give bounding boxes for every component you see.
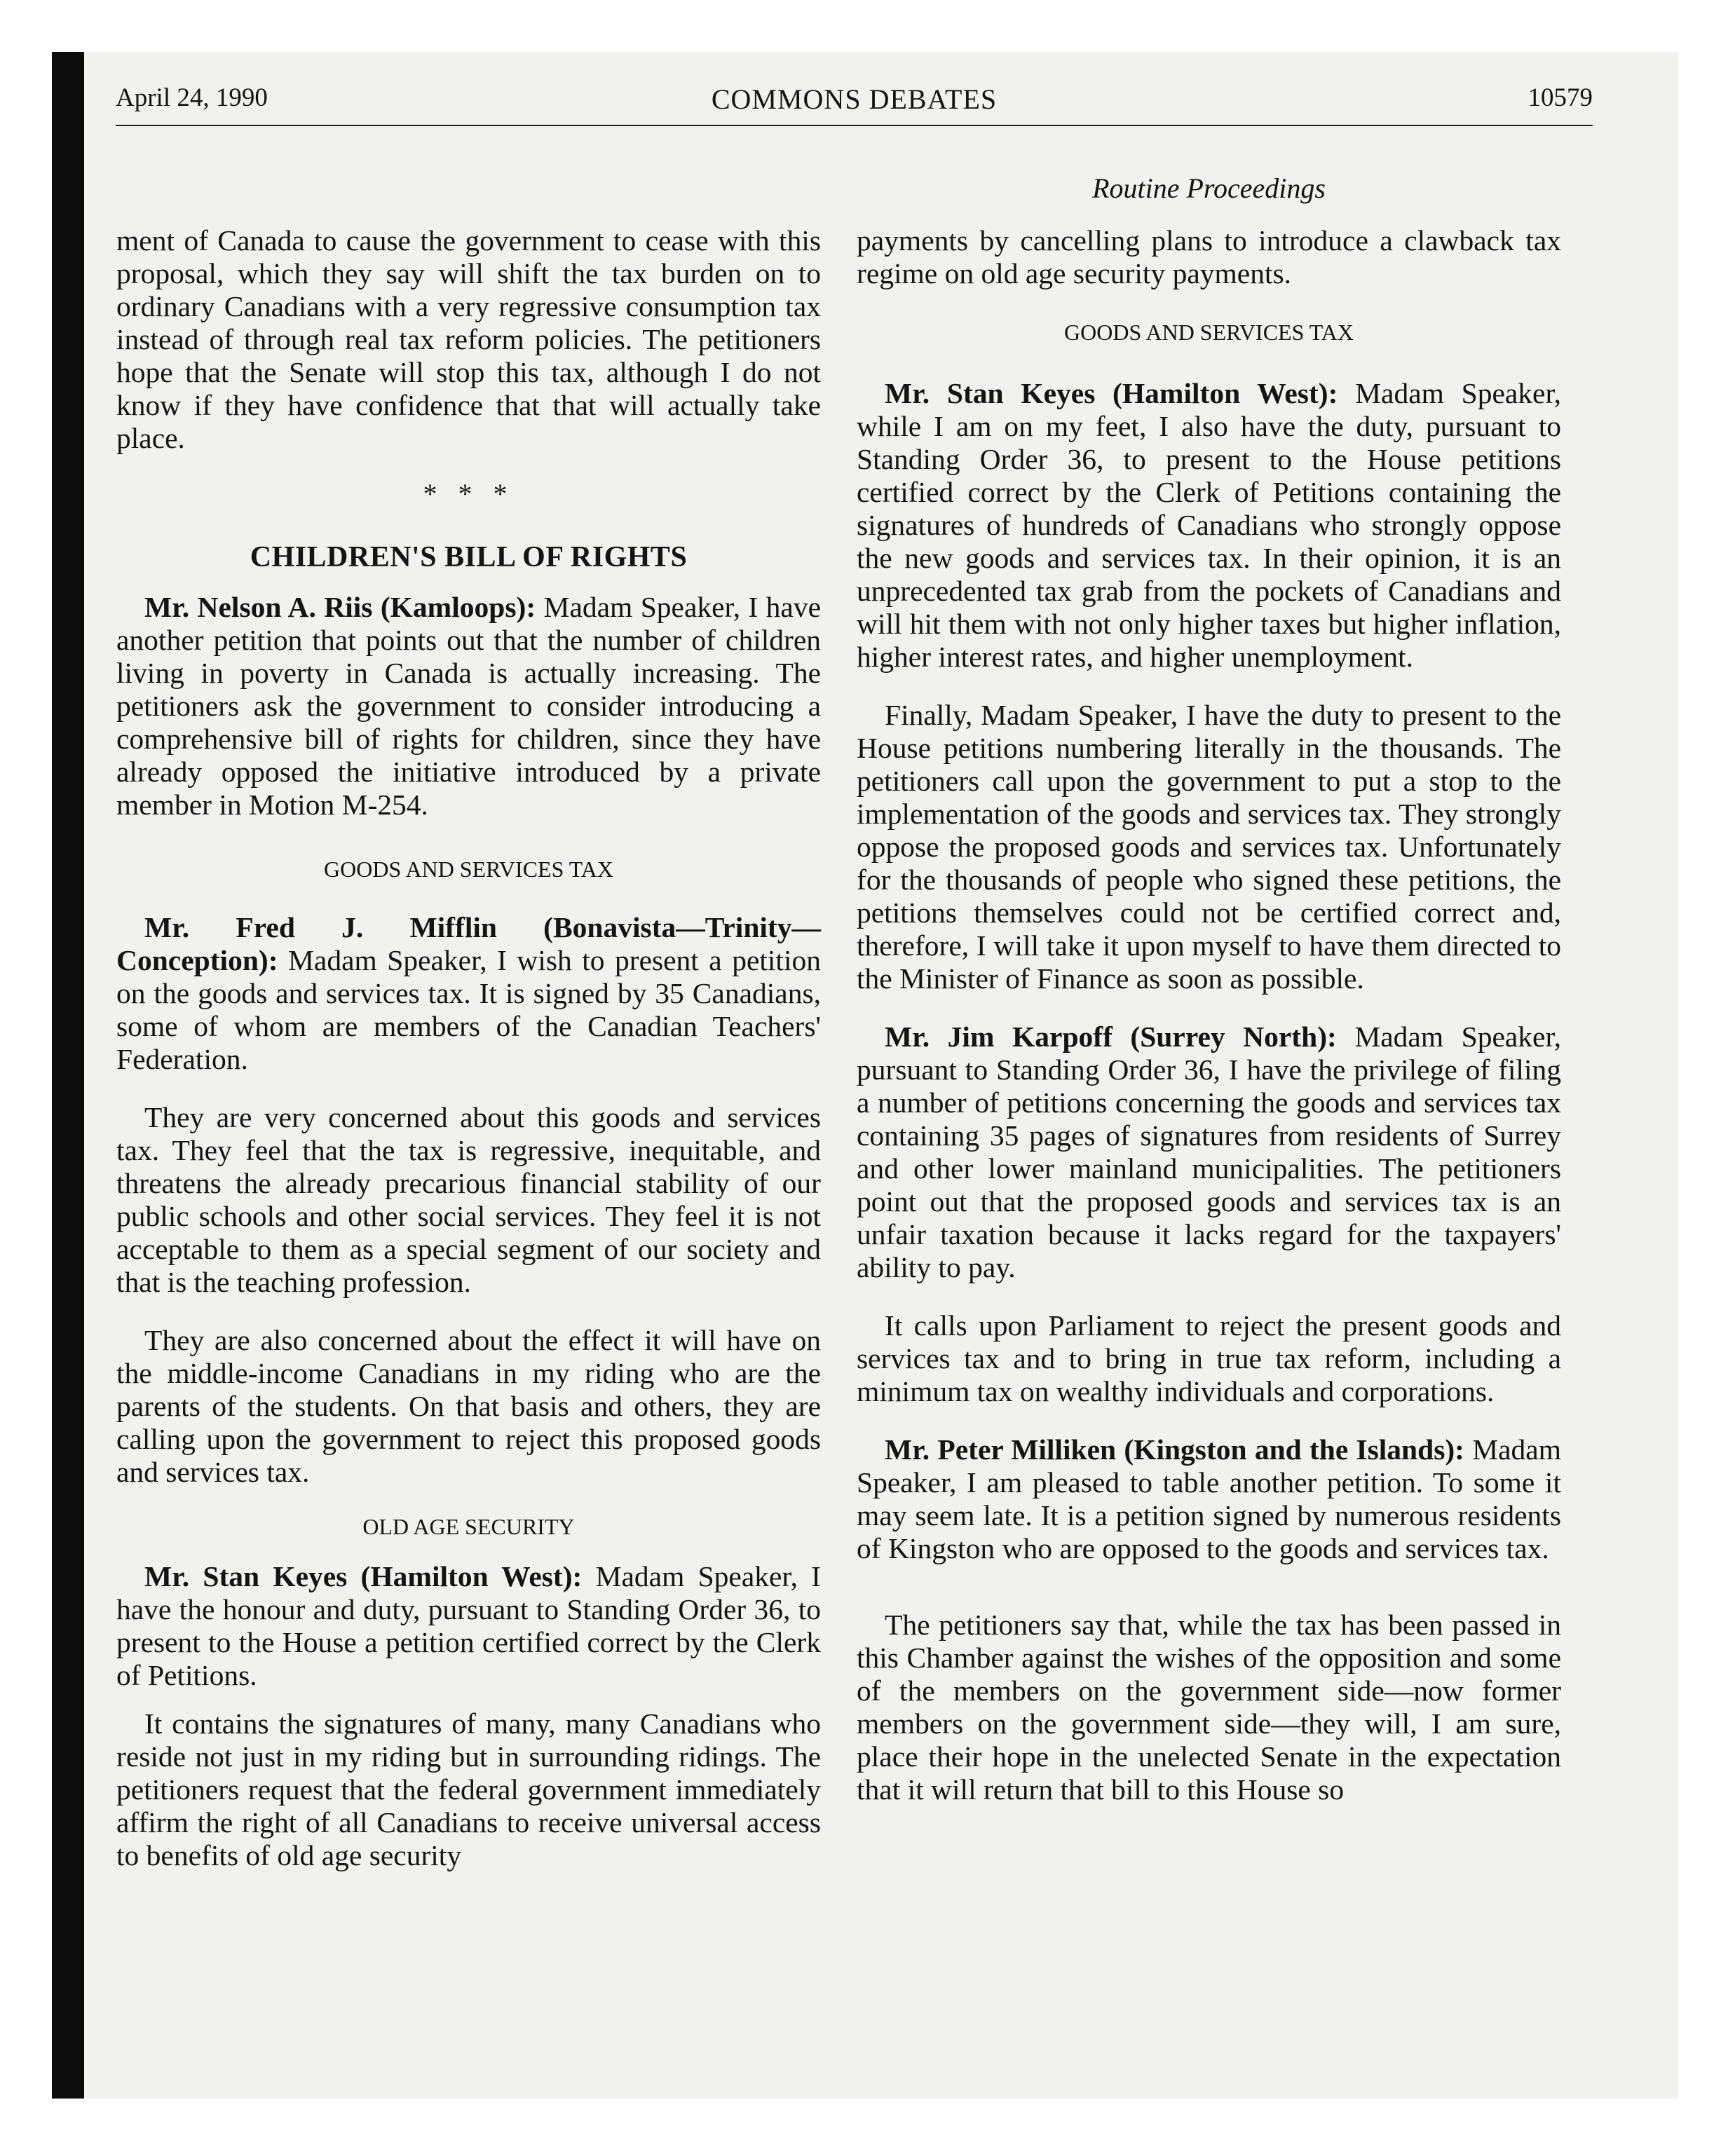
paragraph: They are also concerned about the effect it will have on the middle-income Canadians in my riding who are the parents of the students. On that basis and others, they are calling upon the government to reject this proposed goods and services tax. — [116, 1324, 821, 1488]
heading-gst: GOODS AND SERVICES TAX — [324, 857, 613, 882]
paragraph: The petitioners say that, while the tax has been passed in this Chamber against the wishes of the opposition and some of the members on the government side—now former members on the government side—they will, I am sure, place their hope in the unelected Senate in the expectation that it will return that bill to this House so — [857, 1609, 1561, 1806]
section-title: Routine Proceedings — [1092, 172, 1326, 204]
paragraph — [857, 1021, 1561, 1284]
speaker-name: Mr. Stan Keyes (Hamilton West): — [144, 1560, 583, 1592]
paragraph: It contains the signatures of many, many Canadians who reside not just in my riding but in surrounding ridings. The petitioners request that the federal government immediately affirm the right of all Canadians to receive universal access to benefits of old age security — [116, 1707, 821, 1871]
scan-binding-edge — [52, 52, 84, 2099]
speech-text: Madam Speaker, I wish to present a petition on the goods and services tax. It is signed by 35 Canadians, some of whom are members of the Canadian Teachers' Federation. — [116, 944, 821, 1075]
paragraph — [116, 1560, 821, 1692]
right-column — [857, 224, 1561, 1806]
heading-old-age-security: OLD AGE SECURITY — [362, 1514, 575, 1539]
paragraph: It calls upon Parliament to reject the present goods and services tax and to bring in true tax reform, including a minimum tax on wealthy individuals and corporations. — [857, 1309, 1561, 1407]
paragraph — [857, 377, 1561, 674]
paragraph: ment of Canada to cause the government to cease with this proposal, which they say will shift the tax burden on to ordinary Canadians with a very regressive consumption tax instead of through real tax reform policies. The petitioners hope that the Senate will stop this tax, although I do not know if they have confidence that that will actually take place. — [116, 224, 821, 454]
speech-text: Madam Speaker, while I am on my feet, I also have the duty, pursuant to Standing Order 36, to present to the House petitions certified correct by the Clerk of Petitions containing the signatures of hundreds of Canadians who strongly oppose the new goods and services tax. In their opinion, it is an unprecedented tax grab from the pockets of Canadians and will hit them with not only higher taxes but higher inflation, higher interest rates, and higher unemployment. — [857, 377, 1561, 673]
paragraph: Finally, Madam Speaker, I have the duty to present to the House petitions numbering literally in the thousands. The petitioners call upon the government to put a stop to the implementation of the goods and services tax. They strongly oppose the proposed goods and services tax. Unfortunately for the thousands of people who signed these petitions, the petitions themselves could not be certified correct and, therefore, I will take it upon myself to have them directed to the Minister of Finance as soon as possible. — [857, 699, 1561, 995]
paragraph: payments by cancelling plans to introduce a clawback tax regime on old age security payments. — [857, 224, 1561, 289]
heading-gst: GOODS AND SERVICES TAX — [1064, 320, 1354, 345]
running-head — [116, 83, 1593, 125]
header-rule — [116, 125, 1593, 126]
speech-text: Madam Speaker, I have another petition that points out that the number of children living in poverty in Canada is actually increasing. The petitioners ask the government to consider introducing a comprehensive bill of rights for children, since they have already opposed the initiative introduced by a private member in Motion M-254. — [116, 591, 821, 821]
paragraph — [116, 591, 821, 821]
left-column — [116, 224, 821, 1872]
paragraph — [116, 911, 821, 1076]
speaker-name: Mr. Jim Karpoff (Surrey North): — [885, 1021, 1337, 1053]
speaker-name: Mr. Fred J. Mifflin (Bonavista—Trinity—Conception): — [116, 911, 821, 976]
paragraph: They are very concerned about this goods and services tax. They feel that the tax is regressive, inequitable, and threatens the already precarious financial stability of our public schools and other social services. They feel it is not acceptable to them as a special segment of our society and that is the teaching profession. — [116, 1101, 821, 1298]
speech-text: Madam Speaker, I have the honour and duty, pursuant to Standing Order 36, to present to the House a petition certified correct by the Clerk of Petitions. — [116, 1560, 821, 1691]
speaker-name: Mr. Peter Milliken (Kingston and the Islands): — [885, 1433, 1464, 1466]
paragraph — [857, 1433, 1561, 1565]
speech-text: Madam Speaker, I am pleased to table another petition. To some it may seem late. It is a petition signed by numerous residents of Kingston who are opposed to the goods and services tax. — [857, 1433, 1561, 1564]
speaker-name: Mr. Stan Keyes (Hamilton West): — [885, 377, 1338, 409]
speaker-name: Mr. Nelson A. Riis (Kamloops): — [144, 591, 536, 623]
section-break: * * * — [423, 478, 515, 510]
heading-childrens-bill: CHILDREN'S BILL OF RIGHTS — [250, 541, 688, 573]
header-date: April 24, 1990 — [116, 83, 268, 112]
speech-text: Madam Speaker, pursuant to Standing Order 36, I have the privilege of filing a number of petitions concerning the goods and services tax containing 35 pages of signatures from residents of Surrey and other lower mainland municipalities. The petitioners point out that the proposed goods and services tax is an unfair taxation because it lacks regard for the taxpayers' ability to pay. — [857, 1021, 1561, 1283]
header-title: COMMONS DEBATES — [711, 83, 998, 115]
header-page-number: 10579 — [1528, 83, 1593, 112]
